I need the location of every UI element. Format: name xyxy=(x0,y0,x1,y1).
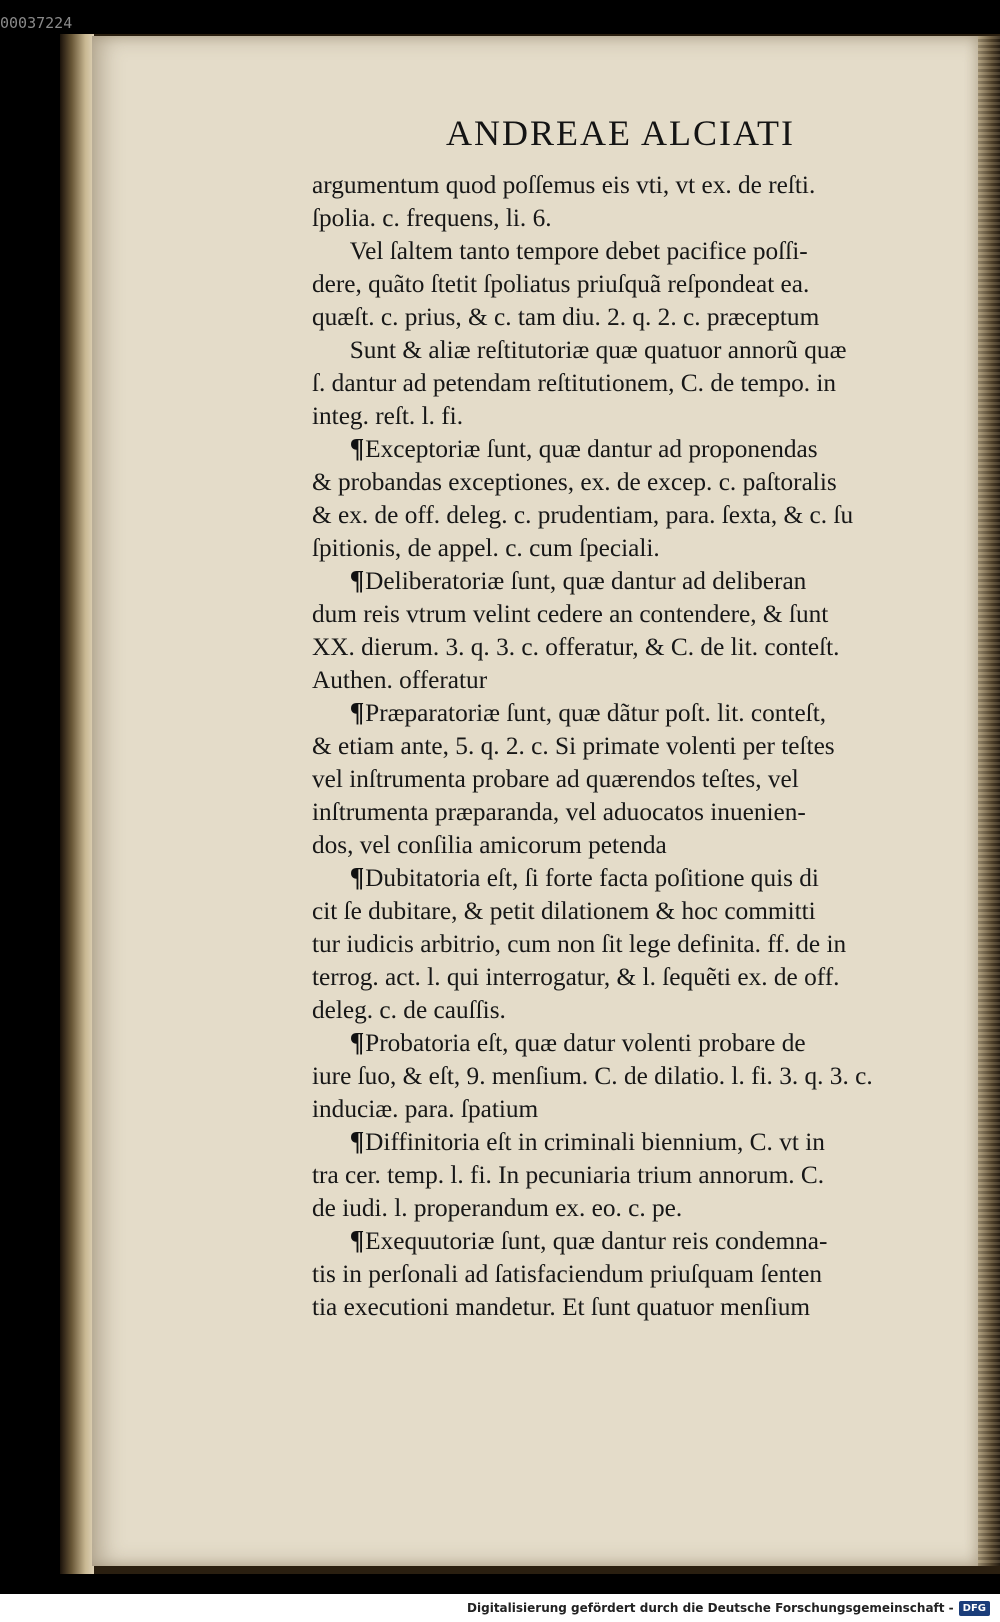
line-text: Probatoria eſt, quæ datur volenti probare de xyxy=(365,1028,806,1057)
footer-credit: Digitalisierung gefördert durch die Deutsche Forschungsgemeinschaft - xyxy=(467,1601,954,1615)
line-text: deleg. c. de cauſſis. xyxy=(312,995,506,1024)
text-line xyxy=(312,498,967,531)
text-line xyxy=(312,465,967,498)
paragraph-mark-icon: ¶ xyxy=(349,565,365,595)
text-line xyxy=(312,597,967,630)
text-line xyxy=(312,1092,967,1125)
text-line xyxy=(312,894,967,927)
running-head: ANDREAE ALCIATI xyxy=(446,113,795,153)
line-text: tra cer. temp. l. fi. In pecuniaria trium annorum. C. xyxy=(312,1160,825,1189)
line-text: & probandas exceptiones, ex. de excep. c. paſtoralis xyxy=(312,467,837,496)
line-text: ſpolia. c. frequens, li. 6. xyxy=(312,203,552,232)
text-line xyxy=(312,300,967,333)
line-text: & ex. de off. deleg. c. prudentiam, para. ſexta, & c. ſu xyxy=(312,500,854,529)
line-text: tis in perſonali ad ſatisfaciendum priuſquam ſenten xyxy=(312,1259,822,1288)
text-line xyxy=(312,1257,967,1290)
line-text: Deliberatoriæ ſunt, quæ dantur ad deliberan xyxy=(365,566,807,595)
text-line xyxy=(312,1224,967,1257)
text-line xyxy=(312,1191,967,1224)
text-line xyxy=(312,828,967,861)
line-text: de iudi. l. properandum ex. eo. c. pe. xyxy=(312,1193,683,1222)
text-line xyxy=(312,960,967,993)
line-text: vel inſtrumenta probare ad quærendos teſtes, vel xyxy=(312,764,799,793)
line-text: ſpitionis, de appel. c. cum ſpeciali. xyxy=(312,533,660,562)
page-gutter xyxy=(60,34,94,1574)
text-line xyxy=(312,696,967,729)
paragraph-mark-icon: ¶ xyxy=(349,697,365,727)
text-line xyxy=(312,531,967,564)
paragraph-mark-icon: ¶ xyxy=(349,433,365,463)
line-text: cit ſe dubitare, & petit dilationem & hoc committi xyxy=(312,896,816,925)
line-text: dum reis vtrum velint cedere an contendere, & ſunt xyxy=(312,599,829,628)
paragraph-mark-icon: ¶ xyxy=(349,1027,365,1057)
text-line xyxy=(312,1290,967,1323)
text-line xyxy=(312,861,967,894)
line-text: integ. reſt. l. fi. xyxy=(312,401,464,430)
text-line xyxy=(312,927,967,960)
line-text: XX. dierum. 3. q. 3. c. offeratur, & C. de lit. conteſt. xyxy=(312,632,840,661)
text-line xyxy=(312,564,967,597)
paragraph-mark-icon: ¶ xyxy=(349,1126,365,1156)
dfg-logo: DFG xyxy=(959,1601,990,1616)
line-text: terrog. act. l. qui interrogatur, & l. ſequẽti ex. de off. xyxy=(312,962,840,991)
scan-id: 00037224 xyxy=(0,14,73,32)
line-text: induciæ. para. ſpatium xyxy=(312,1094,539,1123)
text-line xyxy=(312,432,967,465)
line-text: Dubitatoria eſt, ſi forte facta poſitione quis di xyxy=(365,863,819,892)
text-line xyxy=(312,234,967,267)
text-line xyxy=(312,267,967,300)
line-text: iure ſuo, & eſt, 9. menſium. C. de dilatio. l. fi. 3. q. 3. c. xyxy=(312,1061,873,1090)
line-text: Authen. offeratur xyxy=(312,665,488,694)
text-line xyxy=(312,663,967,696)
line-text: argumentum quod poſſemus eis vti, vt ex. de reſti. xyxy=(312,170,816,199)
line-text: Vel ſaltem tanto tempore debet pacifice poſſi- xyxy=(349,236,808,265)
text-line xyxy=(312,795,967,828)
text-line xyxy=(312,729,967,762)
text-line xyxy=(312,630,967,663)
text-line xyxy=(312,1026,967,1059)
paragraph-mark-icon: ¶ xyxy=(349,862,365,892)
line-text: Exceptoriæ ſunt, quæ dantur ad proponendas xyxy=(365,434,818,463)
line-text: dos, vel conſilia amicorum petenda xyxy=(312,830,667,859)
text-line xyxy=(312,168,967,201)
text-line xyxy=(312,1059,967,1092)
text-line xyxy=(312,333,967,366)
page-edge xyxy=(978,36,1000,1566)
text-line xyxy=(312,993,967,1026)
text-block xyxy=(312,168,972,1323)
text-line xyxy=(312,201,967,234)
line-text: Exequutoriæ ſunt, quæ dantur reis condemna- xyxy=(365,1226,828,1255)
line-text: dere, quãto ſtetit ſpoliatus priuſquã reſpondeat ea. xyxy=(312,269,810,298)
line-text: & etiam ante, 5. q. 2. c. Si primate volenti per teſtes xyxy=(312,731,835,760)
line-text: quæſt. c. prius, & c. tam diu. 2. q. 2. c. præceptum xyxy=(312,302,820,331)
line-text: ſ. dantur ad petendam reſtitutionem, C. de tempo. in xyxy=(312,368,837,397)
text-line xyxy=(312,366,967,399)
text-line xyxy=(312,762,967,795)
line-text: tia executioni mandetur. Et ſunt quatuor menſium xyxy=(312,1292,811,1321)
paragraph-mark-icon: ¶ xyxy=(349,1225,365,1255)
text-line xyxy=(312,399,967,432)
text-line xyxy=(312,1158,967,1191)
text-line xyxy=(312,1125,967,1158)
footer-bar xyxy=(0,1594,1000,1622)
line-text: Præparatoriæ ſunt, quæ dãtur poſt. lit. conteſt, xyxy=(365,698,827,727)
line-text: inſtrumenta præparanda, vel aduocatos inuenien- xyxy=(312,797,806,826)
line-text: Diffinitoria eſt in criminali biennium, C. vt in xyxy=(365,1127,825,1156)
line-text: Sunt & aliæ reſtitutoriæ quæ quatuor annorũ quæ xyxy=(349,335,847,364)
line-text: tur iudicis arbitrio, cum non ſit lege definita. ff. de in xyxy=(312,929,847,958)
